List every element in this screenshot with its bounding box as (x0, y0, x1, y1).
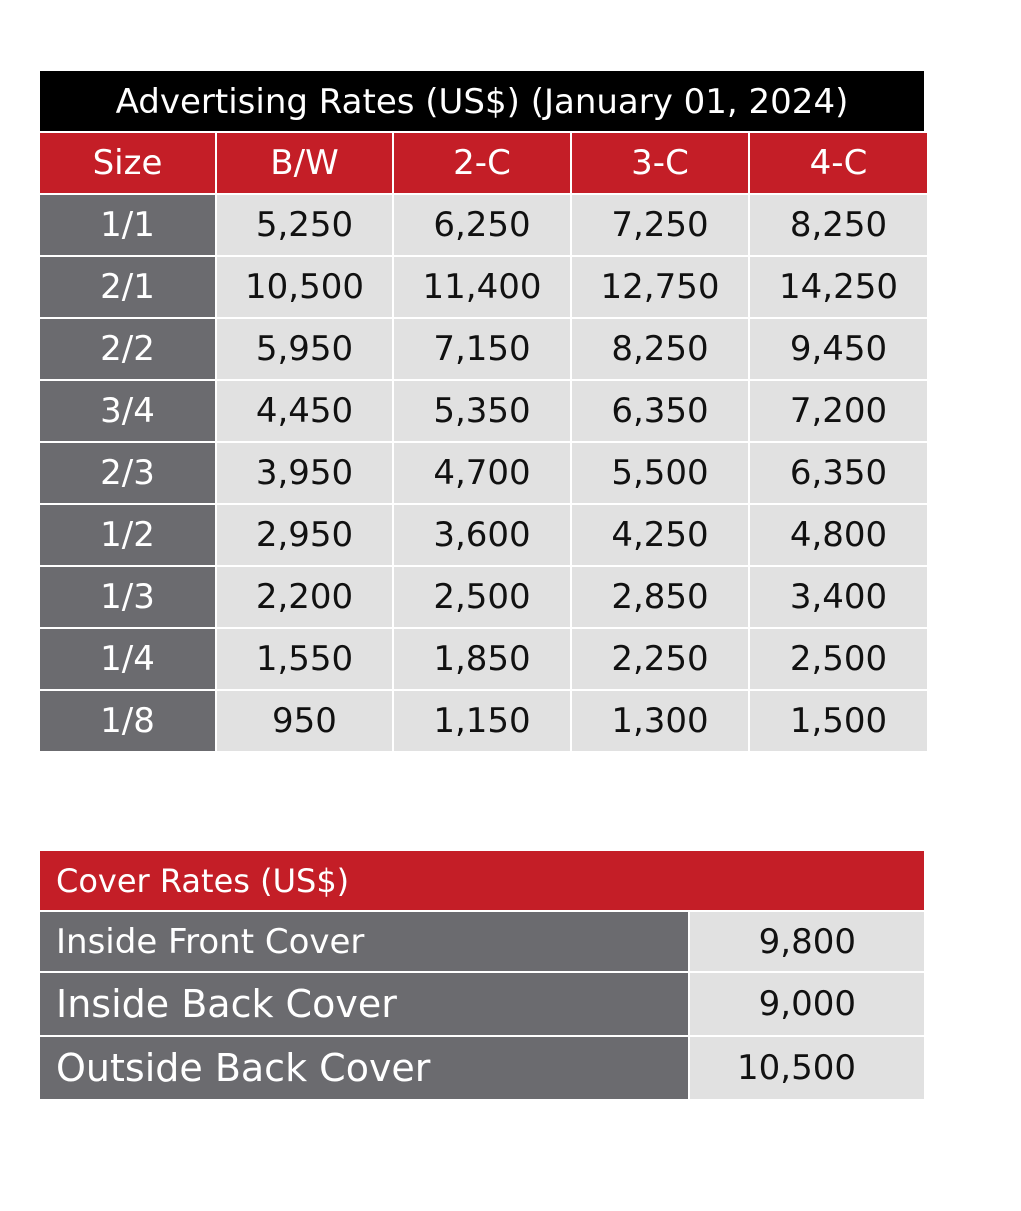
rate-cell-2c: 1,150 (394, 691, 570, 751)
rate-cell-bw: 4,450 (217, 381, 392, 441)
size-cell: 2/2 (40, 319, 215, 379)
rate-cell-3c: 7,250 (572, 195, 748, 255)
table-row (40, 629, 924, 689)
rate-cell-2c: 7,150 (394, 319, 570, 379)
rate-cell-2c: 6,250 (394, 195, 570, 255)
rate-cell-bw: 3,950 (217, 443, 392, 503)
rate-cell-2c: 4,700 (394, 443, 570, 503)
column-header-bw: B/W (217, 133, 392, 193)
rate-cell-3c: 1,300 (572, 691, 748, 751)
rate-cell-2c: 2,500 (394, 567, 570, 627)
table-row (40, 691, 924, 751)
size-cell: 1/2 (40, 505, 215, 565)
table-row (40, 443, 924, 503)
size-cell: 2/3 (40, 443, 215, 503)
size-cell: 1/8 (40, 691, 215, 751)
rate-cell-3c: 6,350 (572, 381, 748, 441)
column-header-2c: 2-C (394, 133, 570, 193)
cover-label: Outside Back Cover (40, 1037, 688, 1099)
size-cell: 1/1 (40, 195, 215, 255)
rate-cell-3c: 2,250 (572, 629, 748, 689)
rate-cell-3c: 12,750 (572, 257, 748, 317)
rate-cell-bw: 2,200 (217, 567, 392, 627)
cover-label: Inside Back Cover (40, 973, 688, 1035)
rate-cell-4c: 6,350 (750, 443, 927, 503)
rate-cell-4c: 2,500 (750, 629, 927, 689)
rate-cell-3c: 8,250 (572, 319, 748, 379)
cover-value: 10,500 (690, 1037, 924, 1099)
rate-cell-4c: 1,500 (750, 691, 927, 751)
cover-label: Inside Front Cover (40, 912, 688, 971)
advertising-rates-header-row (40, 133, 924, 193)
cover-rates-table (40, 851, 924, 1099)
rate-cell-3c: 4,250 (572, 505, 748, 565)
rate-cell-4c: 9,450 (750, 319, 927, 379)
table-row (40, 195, 924, 255)
size-cell: 1/3 (40, 567, 215, 627)
advertising-rates-title: Advertising Rates (US$) (January 01, 2024) (40, 71, 924, 131)
rate-cell-bw: 10,500 (217, 257, 392, 317)
advertising-rates-table (40, 71, 924, 753)
column-header-size: Size (40, 133, 215, 193)
column-header-4c: 4-C (750, 133, 927, 193)
rate-cell-bw: 5,250 (217, 195, 392, 255)
cover-value: 9,000 (690, 973, 924, 1035)
table-row (40, 381, 924, 441)
size-cell: 2/1 (40, 257, 215, 317)
rate-cell-bw: 950 (217, 691, 392, 751)
advertising-rates-body (40, 195, 924, 751)
rate-cell-4c: 8,250 (750, 195, 927, 255)
rate-cell-2c: 3,600 (394, 505, 570, 565)
table-row (40, 912, 924, 971)
rate-cell-4c: 14,250 (750, 257, 927, 317)
rate-cell-bw: 5,950 (217, 319, 392, 379)
rate-cell-4c: 3,400 (750, 567, 927, 627)
column-header-3c: 3-C (572, 133, 748, 193)
rate-cell-2c: 11,400 (394, 257, 570, 317)
rate-cell-bw: 1,550 (217, 629, 392, 689)
table-row (40, 257, 924, 317)
rate-cell-4c: 4,800 (750, 505, 927, 565)
table-row (40, 1037, 924, 1099)
cover-rates-title: Cover Rates (US$) (40, 851, 924, 910)
rate-cell-3c: 5,500 (572, 443, 748, 503)
cover-value: 9,800 (690, 912, 924, 971)
size-cell: 3/4 (40, 381, 215, 441)
rate-cell-4c: 7,200 (750, 381, 927, 441)
table-row (40, 319, 924, 379)
rate-cell-bw: 2,950 (217, 505, 392, 565)
table-row (40, 567, 924, 627)
rate-cell-3c: 2,850 (572, 567, 748, 627)
table-row (40, 505, 924, 565)
table-row (40, 973, 924, 1035)
rate-cell-2c: 1,850 (394, 629, 570, 689)
size-cell: 1/4 (40, 629, 215, 689)
rate-cell-2c: 5,350 (394, 381, 570, 441)
